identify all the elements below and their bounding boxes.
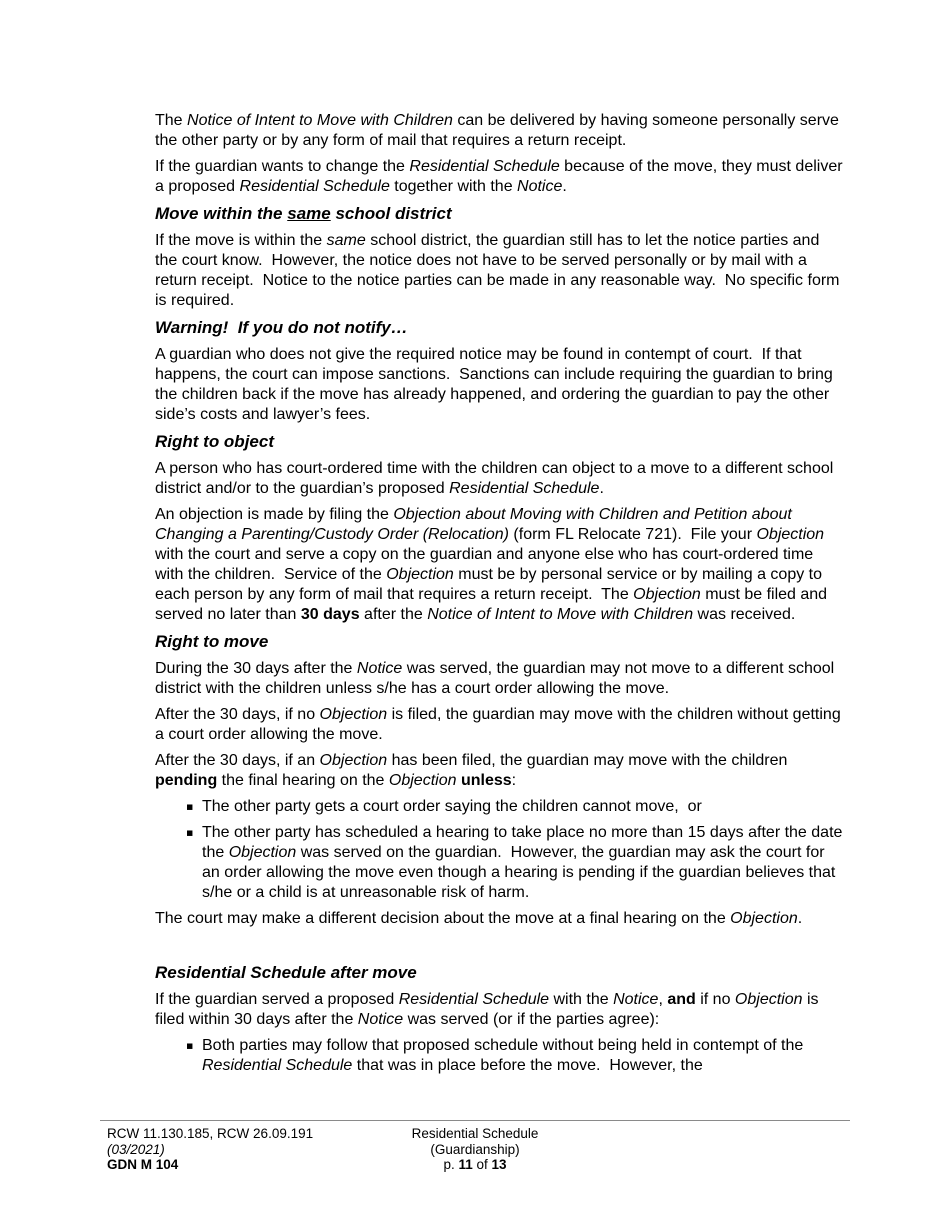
text-run: After the 30 days, if no xyxy=(155,706,320,723)
text-run: Both parties may follow that proposed schedule without being held in contempt of the xyxy=(202,1037,808,1054)
text-run: if no xyxy=(695,991,735,1008)
footer-center-column xyxy=(100,1126,850,1173)
section-heading xyxy=(155,431,845,452)
text-run: Objection xyxy=(228,844,297,861)
paragraph xyxy=(155,909,845,929)
footer-center-line xyxy=(100,1142,850,1158)
text-run: During the 30 days after the xyxy=(155,660,357,677)
paragraph xyxy=(155,157,845,197)
text-run: was served on the guardian. However, the guardian may ask the court for an order allowing the move even though a hearing is pending if the guardian believes that s/he or a child is at unreasonable risk of harm. xyxy=(202,844,840,901)
text-run: Objection xyxy=(730,910,798,927)
text-run: Right to move xyxy=(155,632,269,651)
text-run: Objection xyxy=(734,991,803,1008)
text-run: 30 days xyxy=(300,606,360,623)
text-run: Residential Schedule xyxy=(449,480,600,497)
paragraph xyxy=(155,111,845,151)
text-run: Residential Schedule xyxy=(398,991,550,1008)
text-run: was served (or if the parties agree): xyxy=(403,1011,660,1028)
text-run: The court may make a different decision about the move at a final hearing on the xyxy=(155,910,731,927)
text-run: school district, the guardian still has to let the notice parties and the court know. However, the notice does not have to be served personally or by mail with a return receipt. Notice to the notice parties can be made in any reasonable way. No specific form is required. xyxy=(155,232,844,309)
text-run: A guardian who does not give the required notice may be found in contempt of court. If that happens, the court can impose sanctions. Sanctions can include requiring the guardian to bring the children back if the move has already happened, and ordering the guardian to pay the other side’s costs and lawyer’s fees. xyxy=(155,346,838,423)
text-run: is filed, the guardian may move with the children without getting a court order allowing the move. xyxy=(155,706,846,743)
text-run: was received. xyxy=(693,606,796,623)
section-heading xyxy=(155,317,845,338)
text-run: with the xyxy=(549,991,614,1008)
text-run: Residential Schedule after move xyxy=(155,963,417,982)
vertical-spacer xyxy=(155,935,845,957)
text-run: If the guardian wants to change the xyxy=(155,158,410,175)
text-run: If the move is within the xyxy=(155,232,327,249)
text-run: If the guardian served a proposed xyxy=(155,991,399,1008)
section-heading xyxy=(155,962,845,983)
text-run: unless xyxy=(460,772,512,789)
bullet-text xyxy=(202,1036,845,1076)
text-run: Objection xyxy=(319,706,388,723)
text-run: The other party has scheduled a hearing to take place no more than 15 days after the date the xyxy=(202,824,847,861)
bullet-item xyxy=(155,797,845,817)
text-run: . xyxy=(562,178,567,195)
text-run: (Guardianship) xyxy=(430,1141,520,1157)
text-run: with the court and serve a copy on the guardian and anyone else who has court-ordered time with the children. Service of the xyxy=(155,526,829,583)
text-run: Notice of Intent to Move with Children xyxy=(427,606,694,623)
text-run: together with the xyxy=(389,178,518,195)
text-run: Notice of Intent to Move with Children xyxy=(187,112,453,129)
text-run: (03/2021) xyxy=(107,1141,165,1157)
text-run: Notice xyxy=(613,991,659,1008)
bullet-text xyxy=(202,823,845,903)
text-run: and xyxy=(667,991,696,1008)
text-run: Notice xyxy=(356,660,403,677)
paragraph xyxy=(155,751,845,791)
text-run: The other party gets a court order saying the children cannot move, or xyxy=(202,798,702,815)
text-run: Residential Schedule xyxy=(202,1057,353,1074)
text-run: : xyxy=(511,772,517,789)
text-run: After the 30 days, if an xyxy=(155,752,320,769)
text-run: school district xyxy=(330,204,452,223)
bullet-item xyxy=(155,1036,845,1076)
text-run: p. xyxy=(443,1157,459,1172)
bullet-square-icon: ▪ xyxy=(186,1039,194,1052)
text-run: has been filed, the guardian may move with the children xyxy=(387,752,792,769)
paragraph xyxy=(155,345,845,425)
text-run: pending xyxy=(155,772,218,789)
bullet-text xyxy=(202,797,702,817)
text-run: of xyxy=(472,1157,492,1172)
text-run: 13 xyxy=(491,1157,507,1172)
text-run: Residential Schedule xyxy=(411,1126,539,1141)
document-body xyxy=(155,111,845,1082)
text-run: because of the move, they must deliver a proposed xyxy=(155,158,847,195)
bullet-item xyxy=(155,823,845,903)
text-run: 11 xyxy=(458,1157,473,1172)
text-run: the final hearing on the xyxy=(217,772,389,789)
text-run: . xyxy=(797,910,803,927)
text-run: A person who has court-ordered time with the children can object to a move to a different school district and/or to the guardian’s proposed xyxy=(155,460,838,497)
paragraph xyxy=(155,705,845,745)
paragraph xyxy=(155,990,845,1030)
text-run: was served, the guardian may not move to a different school district with the children unless s/he has a court order allowing the move. xyxy=(155,660,839,697)
text-run: same xyxy=(326,232,366,249)
text-run: can be delivered by having someone personally serve the other party or by any form of mail that requires a return receipt. xyxy=(155,112,844,149)
text-run: Objection xyxy=(388,772,457,789)
text-run: after the xyxy=(359,606,428,623)
text-run: must be filed and served no later than xyxy=(155,586,832,623)
footer-center-line xyxy=(100,1157,850,1173)
text-run: An objection is made by filing the xyxy=(155,506,394,523)
text-run: (form FL Relocate 721). File your xyxy=(508,526,757,543)
text-run: Right to object xyxy=(155,432,274,451)
text-run: Notice xyxy=(357,1011,404,1028)
paragraph xyxy=(155,505,845,625)
bullet-square-icon: ▪ xyxy=(186,800,194,813)
text-run: Residential Schedule xyxy=(409,158,560,175)
paragraph xyxy=(155,659,845,699)
footer-center-line xyxy=(100,1126,850,1142)
text-run: RCW 11.130.185, RCW 26.09.191 xyxy=(107,1126,314,1141)
text-run: Warning! If you do not notify… xyxy=(155,318,408,337)
text-run: is filed within 30 days after the xyxy=(155,991,823,1028)
paragraph xyxy=(155,231,845,311)
text-run: . xyxy=(599,480,604,497)
text-run: Objection xyxy=(756,526,825,543)
text-run: Objection xyxy=(319,752,388,769)
text-run: GDN M 104 xyxy=(107,1157,179,1172)
paragraph xyxy=(155,459,845,499)
text-run: that was in place before the move. However, the xyxy=(352,1057,703,1074)
text-run: , xyxy=(658,991,668,1008)
text-run: Objection about Moving with Children and Petition about Changing a Parenting/Custody Order (Relocation) xyxy=(155,506,797,543)
section-heading xyxy=(155,631,845,652)
text-run: Objection xyxy=(386,566,454,583)
text-run: Residential Schedule xyxy=(239,178,390,195)
text-run: The xyxy=(155,112,188,129)
page-footer xyxy=(100,1120,850,1172)
text-run: same xyxy=(287,204,331,223)
text-run: Objection xyxy=(633,586,701,603)
text-run: Move within the xyxy=(155,204,288,223)
text-run: must be by personal service or by mailing a copy to each person by any form of mail that requires a return receipt. The xyxy=(155,566,827,603)
section-heading xyxy=(155,203,845,224)
text-run: Notice xyxy=(517,178,563,195)
bullet-square-icon: ▪ xyxy=(186,826,194,839)
